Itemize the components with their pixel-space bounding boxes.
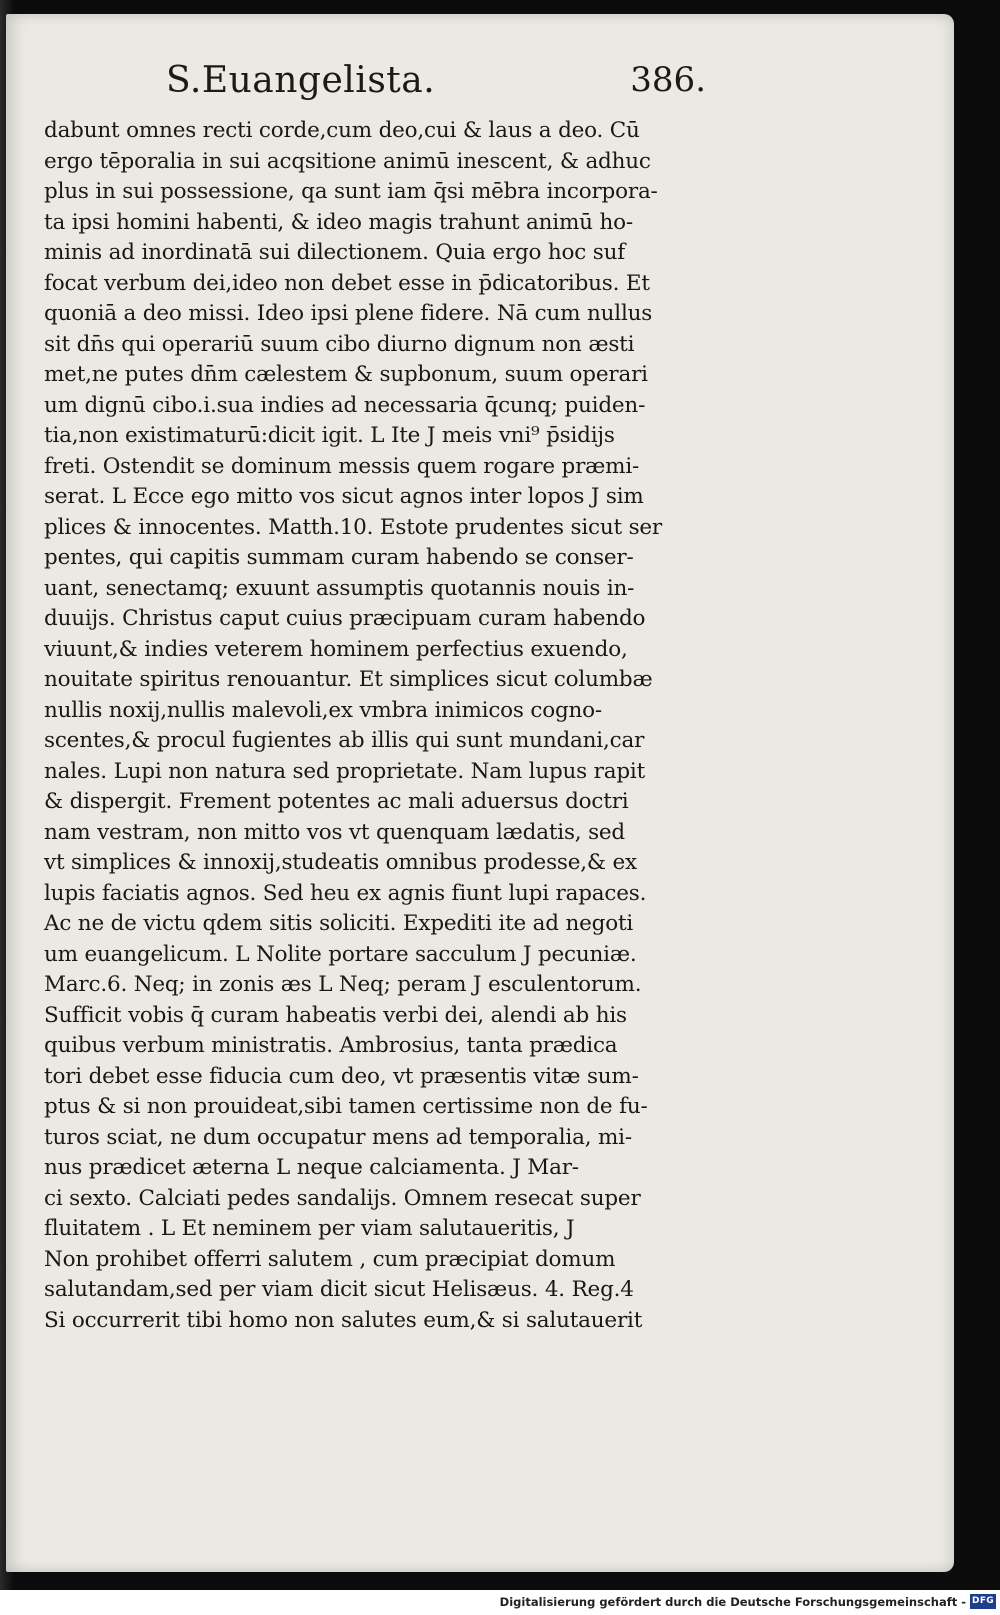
- text-line: met,ne putes dn̄m cælestem & supbonum, suum operari: [44, 362, 648, 387]
- text-line: Sufficit vobis q̄ curam habeatis verbi dei, alendi ab his: [44, 1002, 627, 1028]
- dfg-logo: DFG: [970, 1594, 996, 1609]
- text-line: quibus verbum ministratis. Ambrosius, tanta prædica: [44, 1033, 618, 1058]
- text-line: dabunt omnes recti corde,cum deo,cui & laus a deo. Cū: [44, 118, 640, 143]
- text-line: uant, senectamq; exuunt assumptis quotannis nouis in-: [44, 575, 635, 601]
- text-line: um dignū cibo.i.sua indies ad necessaria q̄cunq; puiden-: [44, 392, 646, 418]
- text-line: pentes, qui capitis summam curam habendo se conser-: [44, 545, 634, 570]
- text-line: & dispergit. Frement potentes ac mali aduersus doctri: [44, 789, 629, 814]
- text-line: ergo tēporalia in sui acqsitione animū inescent, & adhuc: [44, 148, 651, 174]
- text-line: ta ipsi homini habenti, & ideo magis trahunt animū ho-: [44, 209, 633, 235]
- text-line: ci sexto. Calciati pedes sandalijs. Omnem resecat super: [44, 1185, 641, 1211]
- text-line: nouitate spiritus renouantur. Et simplices sicut columbæ: [44, 667, 653, 692]
- text-line: quoniā a deo missi. Ideo ipsi plene fidere. Nā cum nullus: [44, 301, 653, 326]
- funding-credit: Digitalisierung gefördert durch die Deutsche Forschungsgemeinschaft -: [499, 1595, 966, 1609]
- text-line: um euangelicum. L Nolite portare sacculum J pecuniæ.: [44, 941, 637, 967]
- text-line: Ac ne de victu qdem sitis soliciti. Expediti ite ad negoti: [44, 911, 634, 936]
- text-line: tia,non existimaturū:dicit igit. L Ite J meis vni⁹ p̄sidijs: [44, 423, 615, 448]
- text-line: minis ad inordinatā sui dilectionem. Quia ergo hoc suf: [44, 240, 626, 265]
- text-line: viuunt,& indies veterem hominem perfectius exuendo,: [44, 636, 628, 662]
- text-line: lupis faciatis agnos. Sed heu ex agnis fiunt lupi rapaces.: [44, 880, 647, 906]
- body-text: [44, 116, 744, 1336]
- footer-bar: [0, 1590, 1000, 1615]
- text-line: duuijs. Christus caput cuius præcipuam curam habendo: [44, 606, 646, 631]
- running-head: [166, 60, 706, 110]
- text-line: serat. L Ecce ego mitto vos sicut agnos inter lopos J sim: [44, 484, 644, 509]
- text-line: Non prohibet offerri salutem , cum præcipiat domum: [44, 1246, 616, 1272]
- text-line: Marc.6. Neq; in zonis æs L Neq; peram J esculentorum.: [44, 972, 642, 997]
- page-number: 386.: [630, 60, 706, 100]
- text-line: salutandam,sed per viam dicit sicut Helisæus. 4. Reg.4: [44, 1277, 634, 1302]
- text-line: vt simplices & innoxij,studeatis omnibus prodesse,& ex: [44, 850, 637, 875]
- text-line: sit dn̄s qui operariū suum cibo diurno dignum non æsti: [44, 331, 635, 357]
- text-line: freti. Ostendit se dominum messis quem rogare præmi-: [44, 453, 640, 479]
- text-line: turos sciat, ne dum occupatur mens ad temporalia, mi-: [44, 1124, 632, 1150]
- text-line: fluitatem . L Et neminem per viam salutaueritis, J: [44, 1216, 575, 1241]
- text-line: nales. Lupi non natura sed proprietate. Nam lupus rapit: [44, 758, 646, 784]
- text-line: nam vestram, non mitto vos vt quenquam lædatis, sed: [44, 819, 625, 845]
- text-line: scentes,& procul fugientes ab illis qui sunt mundani,car: [44, 728, 645, 753]
- text-line: nullis noxij,nullis malevoli,ex vmbra inimicos cogno-: [44, 697, 602, 723]
- running-title: S.Euangelista.: [166, 60, 436, 101]
- text-line: plices & innocentes. Matth.10. Estote prudentes sicut ser: [44, 514, 663, 540]
- book-page: [6, 14, 954, 1572]
- text-line: plus in sui possessione, qa sunt iam q̄si mēbra incorpora-: [44, 179, 658, 204]
- text-line: focat verbum dei,ideo non debet esse in p̄dicatoribus. Et: [44, 270, 650, 296]
- text-line: tori debet esse fiducia cum deo, vt præsentis vitæ sum-: [44, 1063, 639, 1089]
- text-line: Si occurrerit tibi homo non salutes eum,& si salutauerit: [44, 1307, 643, 1333]
- text-line: ptus & si non prouideat,sibi tamen certissime non de fu-: [44, 1094, 648, 1119]
- text-line: nus prædicet æterna L neque calciamenta. J Mar-: [44, 1155, 579, 1180]
